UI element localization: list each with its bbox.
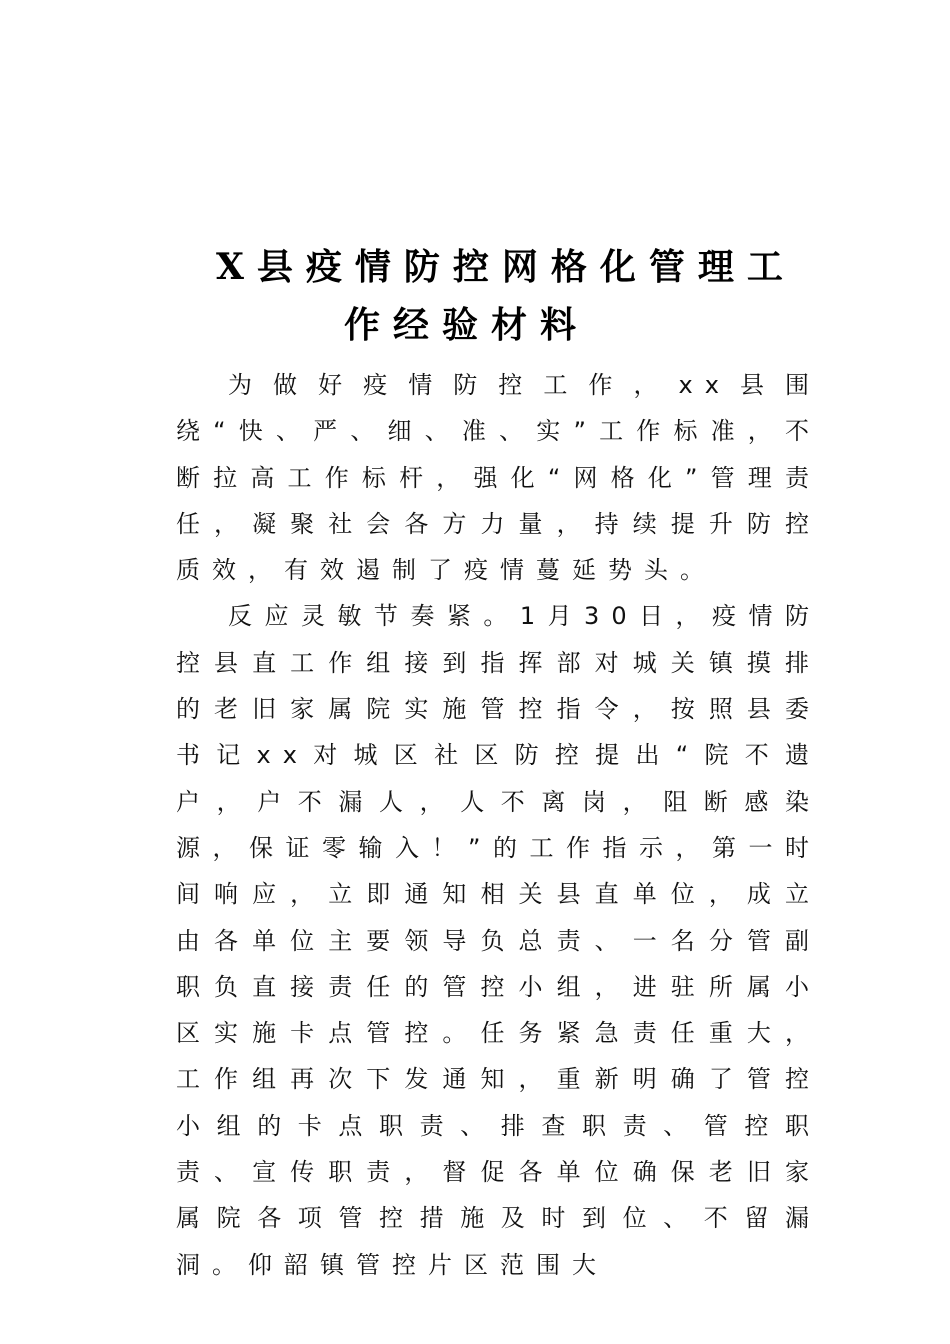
document-body [176, 362, 821, 1288]
title-line-2: 作经验材料 [344, 304, 590, 346]
paragraph-intro: 为做好疫情防控工作，xx县围绕“快、严、细、准、实”工作标准，不断拉高工作标杆，强化“网格化”管理责任，凝聚社会各方力量，持续提升防控质效，有效遏制了疫情蔓延势头。 [176, 371, 821, 585]
document-title [216, 238, 816, 354]
title-line-1: X县疫情防控网格化管理工 [216, 246, 796, 288]
paragraph-response: 反应灵敏节奏紧。1月30日，疫情防控县直工作组接到指挥部对城关镇摸排的老旧家属院实施管控指令，按照县委书记xx对城区社区防控提出“院不遗户，户不漏人，人不离岗，阻断感染源，保证零输入！”的工作指示，第一时间响应，立即通知相关县直单位，成立由各单位主要领导负总责、一名分管副职负直接责任的管控小组，进驻所属小区实施卡点管控。任务紧急责任重大，工作组再次下发通知，重新明确了管控小组的卡点职责、排查职责、管控职责、宣传职责，督促各单位确保老旧家属院各项管控措施及时到位、不留漏洞。仰韶镇管控片区范围大 [176, 602, 821, 1279]
